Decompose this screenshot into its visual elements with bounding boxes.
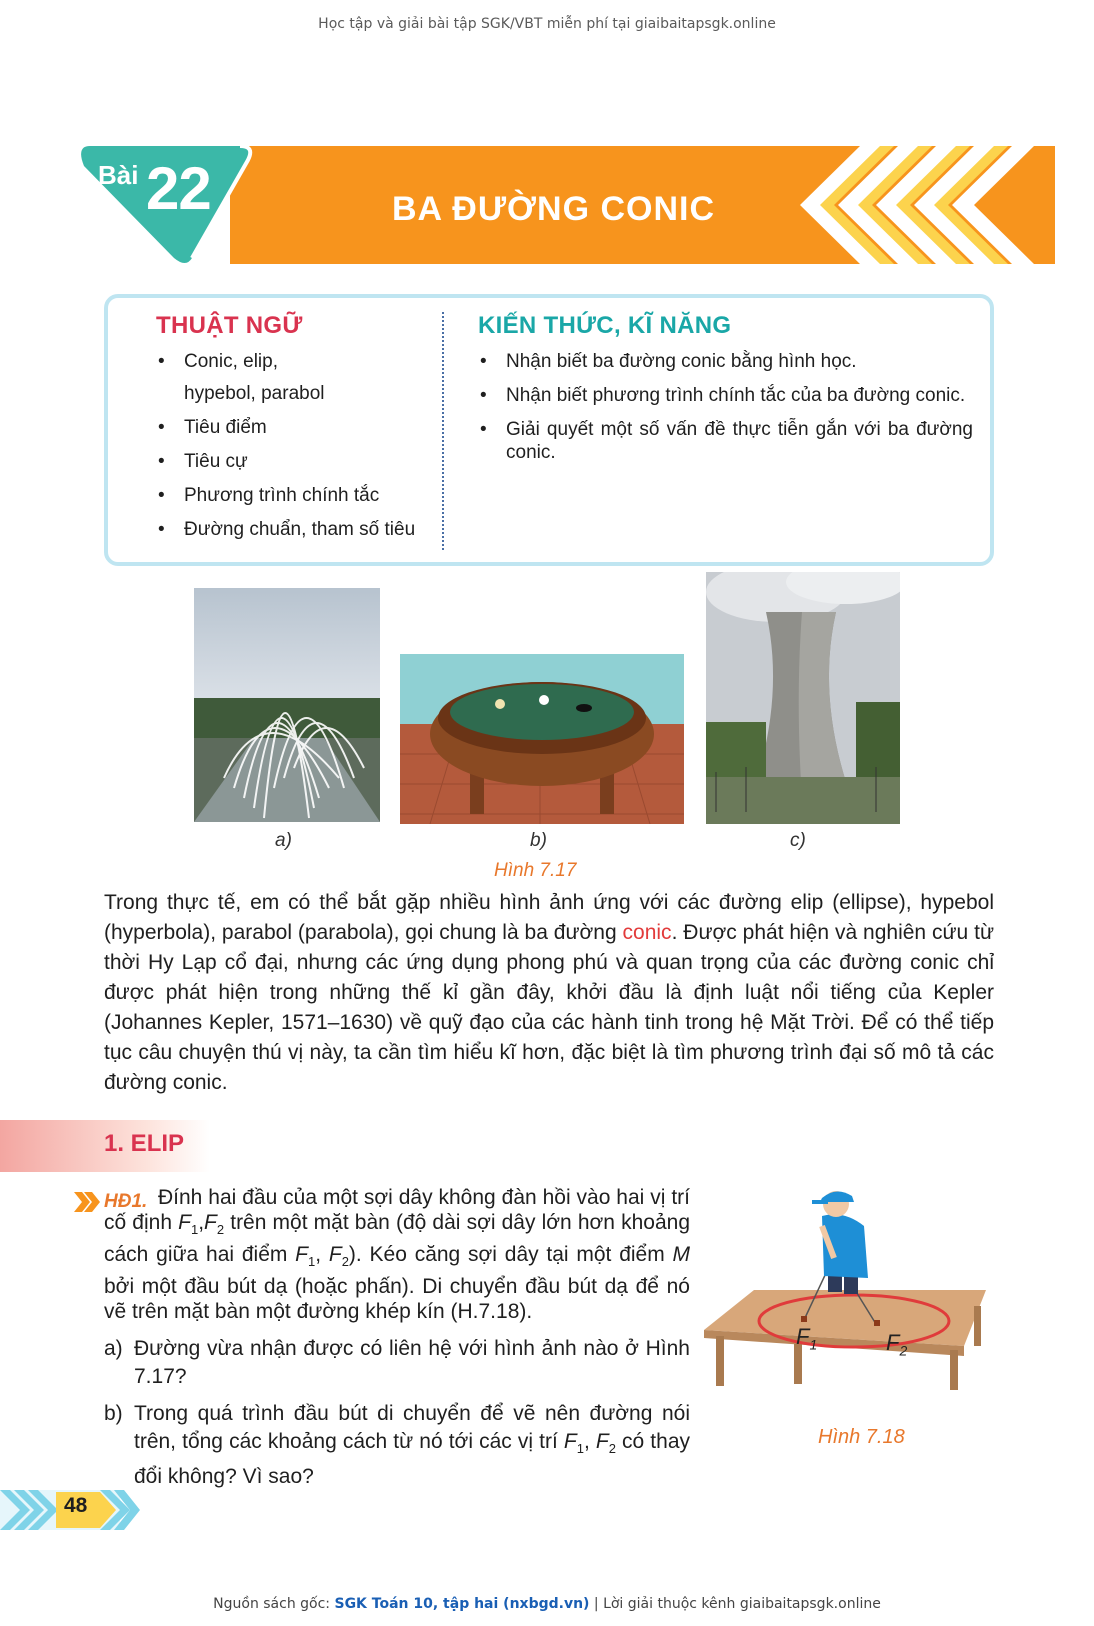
figure-717-caption: Hình 7.17 [494,860,577,881]
comma: , [198,1211,205,1234]
terms-heading: THUẬT NGỮ [156,312,303,339]
skill-item: • Giải quyết một số vấn đề thực tiễn gắn với ba đường conic. [478,418,973,464]
hd1-text-2: trên một mặt bàn (độ dài sợi dây lớn hơn khoảng cách giữa hai điểm [104,1211,690,1267]
lesson-number: 22 [146,155,211,222]
lesson-title: BA ĐƯỜNG CONIC [392,190,716,228]
figure-label-a: a) [275,830,292,851]
terms-list [156,350,436,541]
summary-divider [442,312,444,550]
page-number: 48 [64,1494,88,1517]
lesson-header [80,146,1055,274]
f1-subscript: 1 [190,1222,199,1238]
f1-subscript: 1 [576,1441,584,1457]
skills-list [478,350,973,464]
separator: , [583,1430,596,1453]
cooling-tower-photo [706,572,900,824]
question-b-text-1: Trong quá trình đầu bút di chuyển để vẽ nên đường nói trên, tổng các khoảng cách từ nó tới các vị trí [134,1402,690,1453]
figure-718-illustration [704,1186,986,1396]
intro-paragraph [104,888,994,1098]
activity-arrow-icon [74,1192,100,1212]
billiard-table-image [400,654,684,824]
skills-column [478,312,973,475]
figure-label-c: c) [790,830,806,851]
conic-highlight: conic [622,921,672,944]
term-item: • Phương trình chính tắc [156,484,436,507]
separator: , [315,1243,329,1267]
f2-subscript: 2 [341,1254,349,1270]
f1-point-label [796,1324,817,1352]
cooling-tower-image [706,572,900,824]
f1-point-symbol: F [796,1324,810,1349]
question-a-text: Đường vừa nhận được có liên hệ với hình ảnh nào ở Hình 7.17? [134,1337,690,1388]
f1-subscript: 1 [307,1254,316,1270]
footer [0,1596,1094,1612]
f2-point-symbol: F [886,1330,900,1355]
term-item: • Tiêu cự [156,450,436,473]
fountain-image [194,588,380,822]
f1-point-subscript: 1 [809,1336,818,1353]
ellipse-drawing-image [704,1186,986,1396]
f1-symbol: F [295,1243,308,1267]
term-item: • Tiêu điểm [156,416,436,439]
m-symbol: M [672,1243,690,1267]
question-a [104,1335,690,1391]
f2-point-subscript: 2 [899,1342,908,1359]
summary-box [104,294,994,566]
question-a-label: a) [104,1337,123,1360]
hd1-text-3: ). Kéo căng sợi dây tại một điểm [348,1243,673,1267]
term-item: • Đường chuẩn, tham số tiêu [156,518,436,541]
hd1-label: HĐ1. [104,1191,148,1212]
hd1-text [104,1185,690,1324]
f2-symbol: F [328,1243,342,1267]
f2-point-label [886,1330,907,1358]
footer-source-link[interactable]: SGK Toán 10, tập hai (nxbgd.vn) [334,1596,590,1612]
f2-subscript: 2 [216,1222,225,1238]
top-note: Học tập và giải bài tập SGK/VBT miễn phí tại giaibaitapsgk.online [318,16,776,32]
term-item-continued: hypebol, parabol [184,383,325,404]
terms-column [156,312,436,552]
question-b-text [104,1400,690,1491]
lesson-word: Bài [98,160,139,190]
hd1-text-1: Đính hai đầu của một sợi dây không đàn hồi vào hai vị trí cố định [104,1186,690,1234]
question-b-text-2: có thay đổi không? Vì sao? [134,1430,690,1489]
intro-text-2: . Được phát hiện và nghiên cứu từ thời Hy Lạp cổ đại, nhưng các ứng dụng phong phú và quan trọng của các đường conic chỉ được phát hiện trong những thế kỉ gần đây, khởi đầu là định luật nổi tiếng của Kepler (Johannes Kepler, 1571–1630) về quỹ đạo của các hành tinh trong hệ Mặt Trời. Để có thể tiếp tục câu chuyện thú vị này, ta cần tìm hiểu kĩ hơn, đặc biệt là tìm phương trình đại số mô tả các đường conic. [104,921,994,1094]
f1-symbol: F [563,1430,577,1453]
skills-heading: KIẾN THỨC, KĨ NĂNG [478,312,732,339]
figure-label-b: b) [530,830,547,851]
skill-item: • Nhận biết phương trình chính tắc của ba đường conic. [478,384,973,407]
f2-symbol: F [204,1211,217,1234]
term-item: • Conic, elip, [156,350,436,373]
intro-text-1: Trong thực tế, em có thể bắt gặp nhiều hình ảnh ứng với các đường elip (ellipse), hypebol (hyperbola), parabol (parabola), gọi chung là ba đường [104,891,994,944]
billiard-table-photo [400,654,684,824]
figure-718-caption: Hình 7.18 [818,1426,905,1448]
footer-prefix: Nguồn sách gốc: [213,1596,335,1612]
f1-symbol: F [178,1211,191,1234]
question-b-label: b) [104,1402,123,1425]
skill-item: • Nhận biết ba đường conic bằng hình học. [478,350,973,373]
hd1-text-4: bởi một đầu bút dạ (hoặc phấn). Di chuyển đầu bút dạ để nó vẽ trên mặt bàn một đường khép kín (H.7.18). [104,1275,690,1324]
section-title: 1. ELIP [104,1130,185,1157]
fountain-photo [194,588,380,822]
f2-symbol: F [595,1430,609,1453]
f2-subscript: 2 [608,1441,616,1457]
question-b [104,1400,690,1491]
footer-suffix: | Lời giải thuộc kênh giaibaitapsgk.online [589,1596,881,1612]
